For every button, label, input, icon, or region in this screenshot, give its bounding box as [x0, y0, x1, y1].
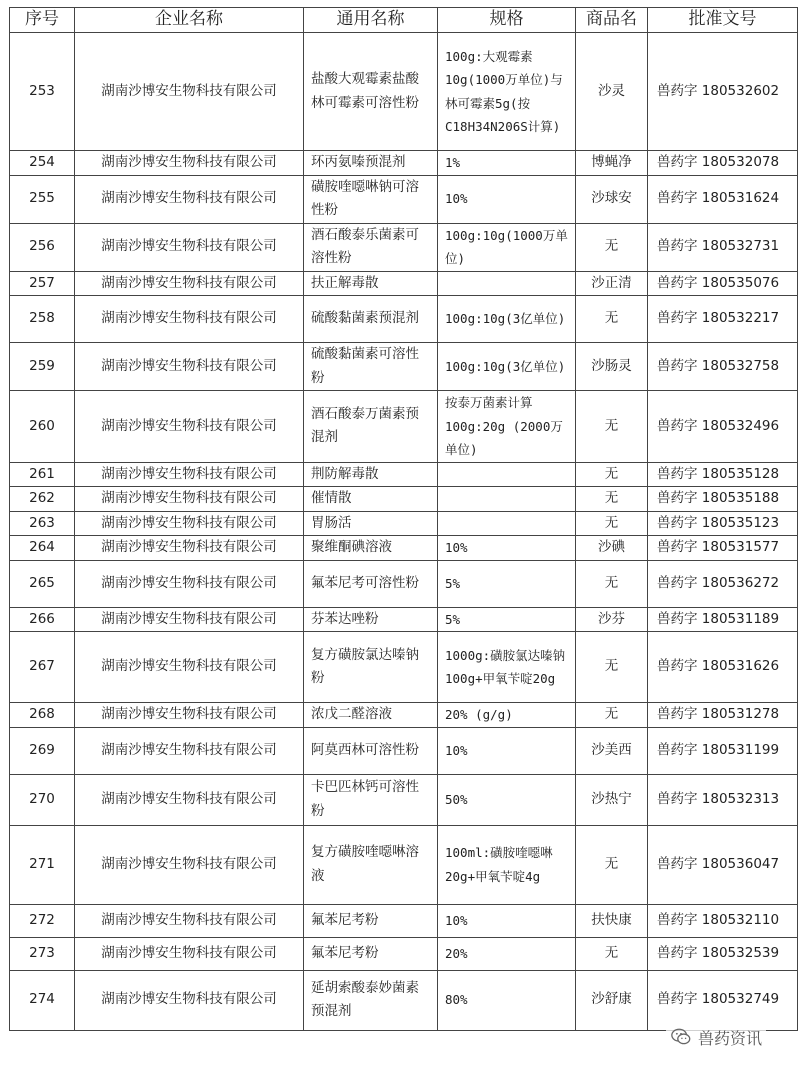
cell-approval-no: 兽药字 180535123 — [648, 511, 798, 536]
cell-generic-name: 胃肠活 — [304, 511, 438, 536]
cell-brand-name: 无 — [576, 462, 648, 487]
cell-no: 259 — [10, 343, 75, 391]
table-row — [10, 391, 798, 463]
cell-approval-no: 兽药字 180531577 — [648, 536, 798, 561]
cell-spec: 10% — [438, 175, 576, 223]
cell-company: 湖南沙博安生物科技有限公司 — [75, 175, 304, 223]
cell-approval-no: 兽药字 180532539 — [648, 937, 798, 970]
cell-approval-no: 兽药字 180532602 — [648, 33, 798, 151]
cell-generic-name: 盐酸大观霉素盐酸林可霉素可溶性粉 — [304, 33, 438, 151]
cell-no: 265 — [10, 560, 75, 607]
cell-spec — [438, 511, 576, 536]
cell-generic-name: 复方磺胺氯达嗪钠粉 — [304, 632, 438, 703]
cell-no: 256 — [10, 223, 75, 271]
cell-company: 湖南沙博安生物科技有限公司 — [75, 487, 304, 512]
cell-spec: 5% — [438, 607, 576, 632]
cell-brand-name: 沙灵 — [576, 33, 648, 151]
watermark-text: 兽药资讯 — [698, 1028, 763, 1048]
cell-approval-no: 兽药字 180532749 — [648, 970, 798, 1030]
cell-no: 261 — [10, 462, 75, 487]
cell-company: 湖南沙博安生物科技有限公司 — [75, 296, 304, 343]
table-row — [10, 151, 798, 176]
cell-brand-name: 无 — [576, 296, 648, 343]
cell-spec: 10% — [438, 536, 576, 561]
cell-no: 271 — [10, 825, 75, 904]
cell-no: 267 — [10, 632, 75, 703]
cell-spec — [438, 487, 576, 512]
cell-generic-name: 氟苯尼考可溶性粉 — [304, 560, 438, 607]
cell-brand-name: 无 — [576, 703, 648, 728]
table-row — [10, 703, 798, 728]
cell-spec: 100g:10g(1000万单位) — [438, 223, 576, 271]
cell-company: 湖南沙博安生物科技有限公司 — [75, 391, 304, 463]
cell-company: 湖南沙博安生物科技有限公司 — [75, 271, 304, 296]
cell-approval-no: 兽药字 180532078 — [648, 151, 798, 176]
cell-brand-name: 沙肠灵 — [576, 343, 648, 391]
table-row — [10, 33, 798, 151]
cell-brand-name: 博蝇净 — [576, 151, 648, 176]
cell-generic-name: 阿莫西林可溶性粉 — [304, 727, 438, 774]
cell-approval-no: 兽药字 180532110 — [648, 904, 798, 937]
cell-brand-name: 无 — [576, 825, 648, 904]
cell-no: 258 — [10, 296, 75, 343]
cell-company: 湖南沙博安生物科技有限公司 — [75, 727, 304, 774]
cell-generic-name: 硫酸黏菌素可溶性粉 — [304, 343, 438, 391]
cell-generic-name: 扶正解毒散 — [304, 271, 438, 296]
cell-generic-name: 浓戊二醛溶液 — [304, 703, 438, 728]
cell-generic-name: 酒石酸泰万菌素预混剂 — [304, 391, 438, 463]
cell-approval-no: 兽药字 180535128 — [648, 462, 798, 487]
cell-no: 260 — [10, 391, 75, 463]
header-no: 序号 — [10, 8, 75, 33]
cell-approval-no: 兽药字 180532731 — [648, 223, 798, 271]
cell-brand-name: 无 — [576, 560, 648, 607]
table-row — [10, 487, 798, 512]
cell-brand-name: 无 — [576, 223, 648, 271]
cell-spec: 20% — [438, 937, 576, 970]
cell-generic-name: 环丙氨嗪预混剂 — [304, 151, 438, 176]
cell-spec — [438, 462, 576, 487]
drug-approval-table — [9, 7, 798, 1031]
cell-company: 湖南沙博安生物科技有限公司 — [75, 511, 304, 536]
cell-brand-name: 沙正清 — [576, 271, 648, 296]
header-generic-name: 通用名称 — [304, 8, 438, 33]
cell-approval-no: 兽药字 180532313 — [648, 774, 798, 825]
cell-generic-name: 复方磺胺喹噁啉溶液 — [304, 825, 438, 904]
cell-brand-name: 沙热宁 — [576, 774, 648, 825]
cell-spec: 1% — [438, 151, 576, 176]
cell-generic-name: 磺胺喹噁啉钠可溶性粉 — [304, 175, 438, 223]
cell-company: 湖南沙博安生物科技有限公司 — [75, 703, 304, 728]
cell-company: 湖南沙博安生物科技有限公司 — [75, 774, 304, 825]
table-row — [10, 462, 798, 487]
table-row — [10, 774, 798, 825]
table-row — [10, 271, 798, 296]
cell-generic-name: 荆防解毒散 — [304, 462, 438, 487]
cell-company: 湖南沙博安生物科技有限公司 — [75, 560, 304, 607]
cell-company: 湖南沙博安生物科技有限公司 — [75, 462, 304, 487]
cell-brand-name: 无 — [576, 511, 648, 536]
header-brand-name: 商品名 — [576, 8, 648, 33]
cell-spec: 100g:大观霉素10g(1000万单位)与林可霉素5g(按C18H34N206S计算) — [438, 33, 576, 151]
cell-approval-no: 兽药字 180532496 — [648, 391, 798, 463]
cell-brand-name: 无 — [576, 487, 648, 512]
cell-no: 269 — [10, 727, 75, 774]
cell-approval-no: 兽药字 180531189 — [648, 607, 798, 632]
cell-brand-name: 无 — [576, 632, 648, 703]
cell-spec: 20% (g/g) — [438, 703, 576, 728]
cell-spec: 100g:10g(3亿单位) — [438, 296, 576, 343]
cell-company: 湖南沙博安生物科技有限公司 — [75, 937, 304, 970]
table-header-row — [10, 8, 798, 33]
header-company: 企业名称 — [75, 8, 304, 33]
header-approval-no: 批准文号 — [648, 8, 798, 33]
cell-approval-no: 兽药字 180536047 — [648, 825, 798, 904]
cell-generic-name: 催情散 — [304, 487, 438, 512]
cell-no: 253 — [10, 33, 75, 151]
table-row — [10, 560, 798, 607]
cell-generic-name: 硫酸黏菌素预混剂 — [304, 296, 438, 343]
table-row — [10, 536, 798, 561]
cell-brand-name: 扶快康 — [576, 904, 648, 937]
table-row — [10, 937, 798, 970]
cell-brand-name: 无 — [576, 937, 648, 970]
cell-company: 湖南沙博安生物科技有限公司 — [75, 33, 304, 151]
cell-no: 262 — [10, 487, 75, 512]
cell-generic-name: 延胡索酸泰妙菌素预混剂 — [304, 970, 438, 1030]
cell-generic-name: 芬苯达唑粉 — [304, 607, 438, 632]
table-row — [10, 223, 798, 271]
table-body — [10, 33, 798, 1031]
cell-spec — [438, 271, 576, 296]
wechat-icon — [670, 1026, 692, 1048]
cell-spec: 100g:10g(3亿单位) — [438, 343, 576, 391]
table-row — [10, 825, 798, 904]
header-spec: 规格 — [438, 8, 576, 33]
cell-spec: 50% — [438, 774, 576, 825]
cell-spec: 80% — [438, 970, 576, 1030]
cell-company: 湖南沙博安生物科技有限公司 — [75, 343, 304, 391]
cell-no: 273 — [10, 937, 75, 970]
cell-brand-name: 沙碘 — [576, 536, 648, 561]
cell-generic-name: 卡巴匹林钙可溶性粉 — [304, 774, 438, 825]
table-row — [10, 296, 798, 343]
cell-company: 湖南沙博安生物科技有限公司 — [75, 632, 304, 703]
cell-company: 湖南沙博安生物科技有限公司 — [75, 970, 304, 1030]
cell-company: 湖南沙博安生物科技有限公司 — [75, 825, 304, 904]
table-row — [10, 727, 798, 774]
cell-approval-no: 兽药字 180536272 — [648, 560, 798, 607]
cell-brand-name: 沙球安 — [576, 175, 648, 223]
cell-no: 264 — [10, 536, 75, 561]
cell-approval-no: 兽药字 180532217 — [648, 296, 798, 343]
cell-generic-name: 酒石酸泰乐菌素可溶性粉 — [304, 223, 438, 271]
cell-no: 270 — [10, 774, 75, 825]
cell-company: 湖南沙博安生物科技有限公司 — [75, 904, 304, 937]
cell-approval-no: 兽药字 180531626 — [648, 632, 798, 703]
table-row — [10, 632, 798, 703]
cell-generic-name: 氟苯尼考粉 — [304, 904, 438, 937]
cell-spec: 按泰万菌素计算100g:20g (2000万单位) — [438, 391, 576, 463]
cell-no: 257 — [10, 271, 75, 296]
cell-company: 湖南沙博安生物科技有限公司 — [75, 536, 304, 561]
cell-approval-no: 兽药字 180531624 — [648, 175, 798, 223]
cell-generic-name: 聚维酮碘溶液 — [304, 536, 438, 561]
cell-generic-name: 氟苯尼考粉 — [304, 937, 438, 970]
cell-no: 272 — [10, 904, 75, 937]
cell-spec: 5% — [438, 560, 576, 607]
cell-approval-no: 兽药字 180535188 — [648, 487, 798, 512]
cell-brand-name: 沙芬 — [576, 607, 648, 632]
cell-no: 254 — [10, 151, 75, 176]
table-row — [10, 511, 798, 536]
cell-spec: 100ml:磺胺喹噁啉20g+甲氧苄啶4g — [438, 825, 576, 904]
table-row — [10, 607, 798, 632]
cell-company: 湖南沙博安生物科技有限公司 — [75, 223, 304, 271]
cell-company: 湖南沙博安生物科技有限公司 — [75, 151, 304, 176]
cell-approval-no: 兽药字 180532758 — [648, 343, 798, 391]
cell-approval-no: 兽药字 180531278 — [648, 703, 798, 728]
cell-approval-no: 兽药字 180535076 — [648, 271, 798, 296]
cell-spec: 10% — [438, 904, 576, 937]
cell-company: 湖南沙博安生物科技有限公司 — [75, 607, 304, 632]
cell-no: 268 — [10, 703, 75, 728]
table-row — [10, 970, 798, 1030]
cell-spec: 10% — [438, 727, 576, 774]
cell-approval-no: 兽药字 180531199 — [648, 727, 798, 774]
cell-brand-name: 无 — [576, 391, 648, 463]
cell-brand-name: 沙美西 — [576, 727, 648, 774]
table-row — [10, 904, 798, 937]
cell-brand-name: 沙舒康 — [576, 970, 648, 1030]
cell-spec: 1000g:磺胺氯达嗪钠100g+甲氧苄啶20g — [438, 632, 576, 703]
watermark — [666, 1024, 766, 1050]
table-row — [10, 343, 798, 391]
cell-no: 263 — [10, 511, 75, 536]
cell-no: 255 — [10, 175, 75, 223]
table-row — [10, 175, 798, 223]
cell-no: 266 — [10, 607, 75, 632]
cell-no: 274 — [10, 970, 75, 1030]
